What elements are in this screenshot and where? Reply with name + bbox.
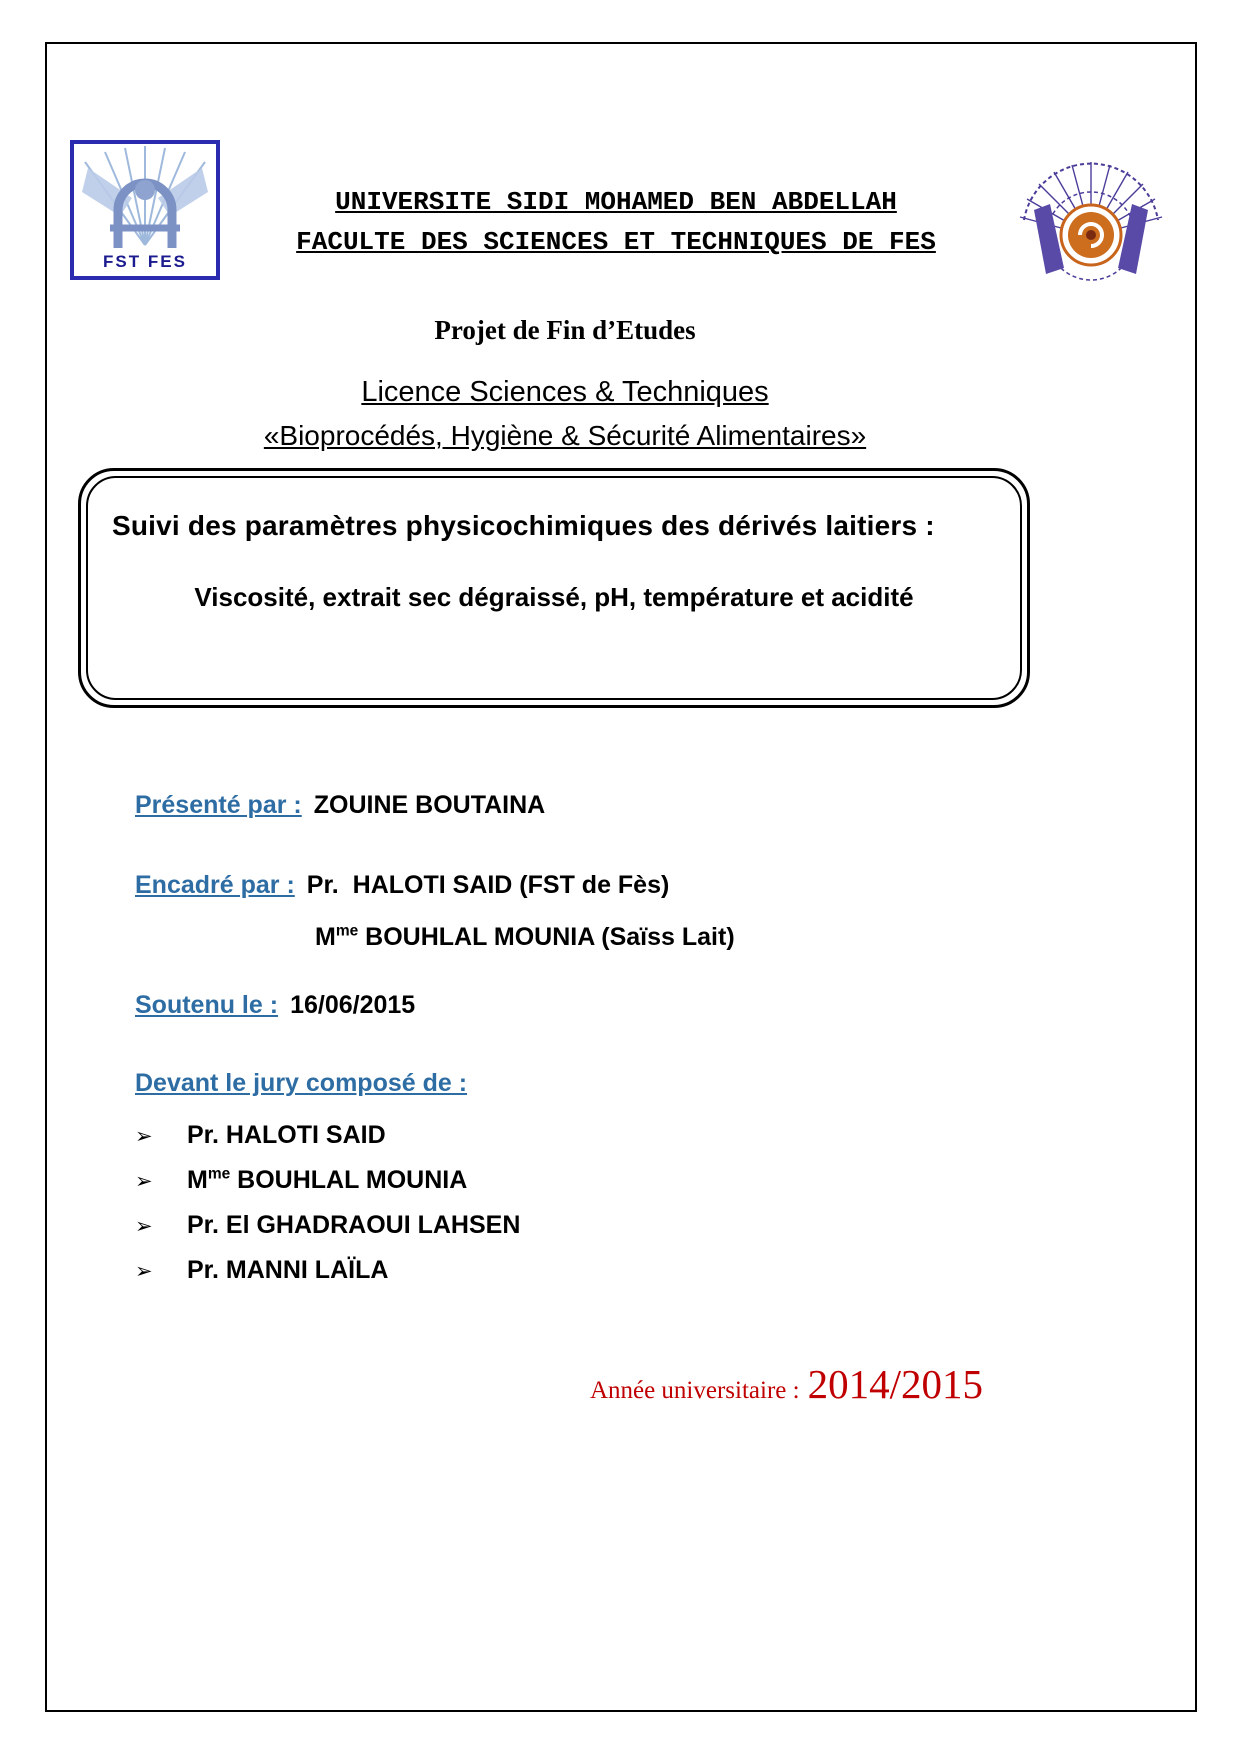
supervisor-2-sup: me (335, 922, 359, 940)
defended-on-label: Soutenu le : (135, 991, 279, 1019)
jury-heading: Devant le jury composé de : (135, 1069, 468, 1097)
jury-member-name (187, 1165, 467, 1195)
arrow-bullet-icon: ➢ (135, 1260, 153, 1283)
academic-year (590, 1360, 983, 1408)
supervisor-1-name: Pr. HALOTI SAID (FST de Fès) (306, 871, 670, 899)
title-box (78, 468, 1030, 708)
jury-member (135, 1165, 1115, 1195)
report-main-title: Suivi des paramètres physicochimiques des dérivés laitiers : (112, 510, 935, 541)
jury-member-name: Pr. HALOTI SAID (187, 1121, 386, 1149)
jury-member-sup: me (207, 1165, 231, 1183)
academic-year-value: 2014/2015 (807, 1361, 983, 1407)
defense-date: 16/06/2015 (290, 991, 416, 1019)
jury-member-name: Pr. MANNI LAÏLA (187, 1256, 389, 1284)
defended-on-row (135, 990, 1115, 1020)
presented-by-row (135, 790, 1115, 820)
jury-member (135, 1120, 1115, 1150)
institution-names (220, 140, 1012, 263)
specialty-name-text: «Bioprocédés, Hygiène & Sécurité Alimentaires» (263, 420, 867, 451)
university-name: UNIVERSITE SIDI MOHAMED BEN ABDELLAH (335, 187, 897, 217)
specialty-name (60, 420, 1070, 452)
academic-year-label: Année universitaire : (589, 1377, 800, 1404)
university-seal (1012, 140, 1170, 298)
report-subtitle: Viscosité, extrait sec dégraissé, pH, température et acidité (194, 582, 914, 612)
degree-name (60, 376, 1070, 409)
supervised-by-row (135, 870, 1115, 900)
presented-by-label: Présenté par : (135, 791, 302, 819)
arrow-bullet-icon: ➢ (135, 1170, 153, 1193)
author-name: ZOUINE BOUTAINA (313, 791, 546, 819)
faculty-name: FACULTE DES SCIENCES ET TECHNIQUES DE FES (296, 227, 936, 258)
fst-logo (70, 140, 220, 280)
arrow-bullet-icon: ➢ (135, 1125, 153, 1148)
arrow-bullet-icon: ➢ (135, 1215, 153, 1238)
jury-member-name: Pr. El GHADRAOUI LAHSEN (187, 1211, 521, 1239)
university-seal-image (1012, 140, 1170, 298)
supervisor-2-prefix: M (315, 923, 336, 951)
jury-member (135, 1255, 1115, 1285)
jury-heading-row (135, 1068, 1115, 1098)
supervised-by-label: Encadré par : (135, 871, 295, 899)
supervisor-2-row (315, 922, 1115, 952)
title-box-inner (86, 476, 1022, 700)
supervisor-2-name: BOUHLAL MOUNIA (Saïss Lait) (358, 923, 735, 951)
degree-name-text: Licence Sciences & Techniques (361, 376, 769, 408)
jury-member-prefix: M (187, 1166, 208, 1194)
header (70, 140, 1170, 298)
jury-member (135, 1210, 1115, 1240)
project-type: Projet de Fin d’Etudes (434, 315, 696, 345)
fst-logo-caption: FST FES (103, 252, 187, 271)
details-section (135, 790, 1115, 1300)
jury-member-rest: BOUHLAL MOUNIA (230, 1166, 468, 1194)
